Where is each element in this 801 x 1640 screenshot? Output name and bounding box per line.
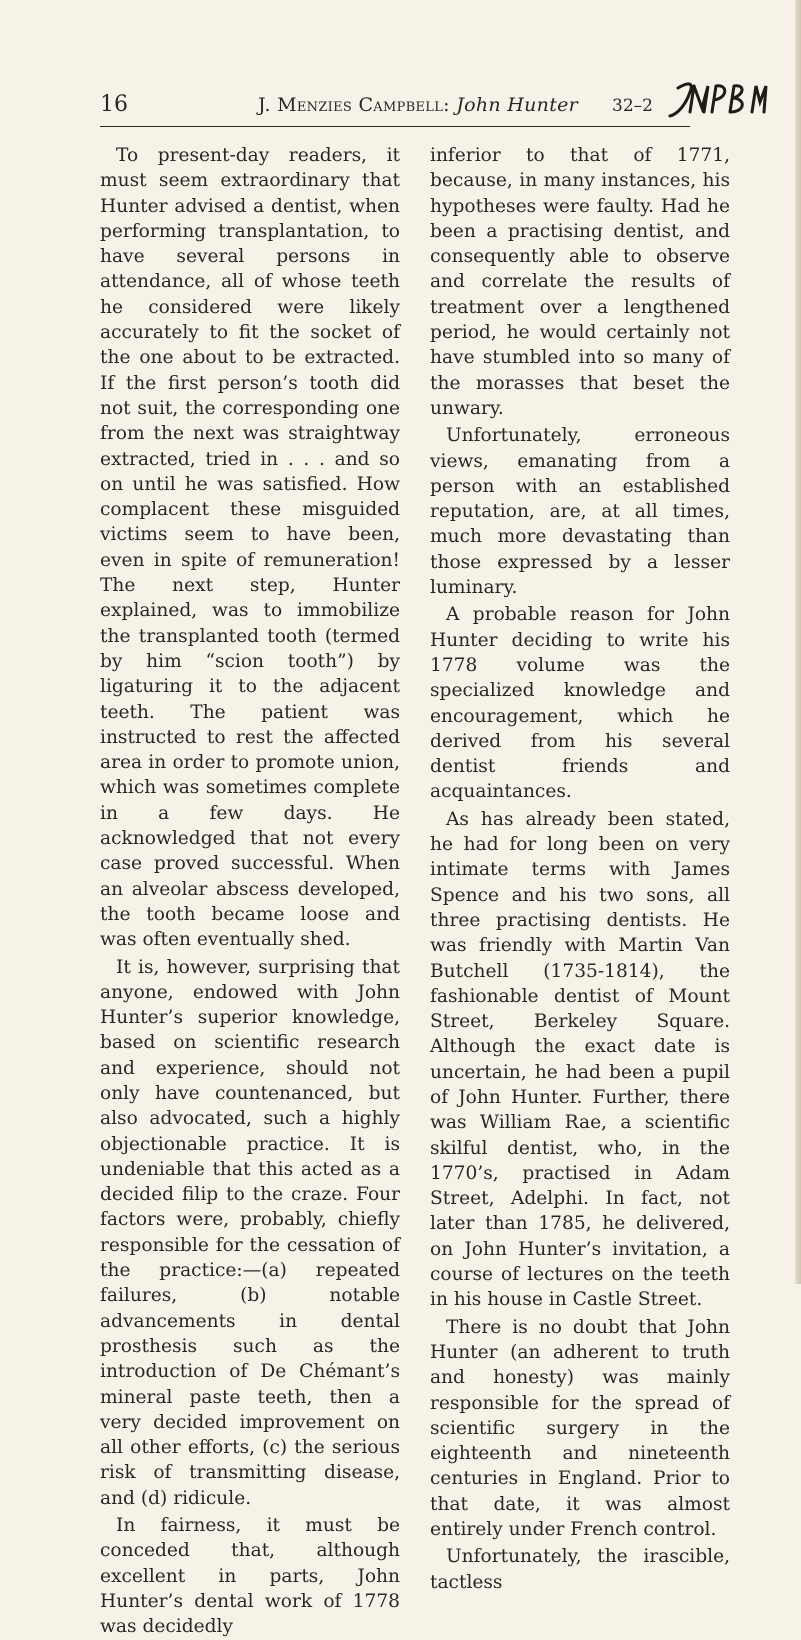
paragraph: It is, however, surprising that anyone, endowed with John Hunter’s superior knowledge, based on scientific research and experience, should not only have countenanced, but also advocated, such a highly objectionable practice. It is undeniable that this acted as a decided filip to the craze. Four factors were, probably, chiefly responsible for the cessation of the practice:—(a) repeated failures, (b) notable advancements in dental prosthesis such as the introduction of De Chémant’s mineral paste teeth, then a very decided improvement on all other efforts, (c) the serious risk of transmitting disease, and (d) ridicule. [100, 956, 400, 1509]
page-edge [795, 0, 801, 1284]
paragraph: Unfortunately, the irascible, tactless [430, 1546, 730, 1593]
catalog-number: 32–2 [612, 96, 653, 116]
right-column [430, 143, 730, 1595]
running-title [258, 94, 578, 116]
header-rule [100, 126, 690, 127]
page-number: 16 [100, 92, 128, 117]
library-monogram-stamp [664, 78, 774, 124]
paragraph: As has already been stated, he had for long been on very intimate terms with James Spence and his two sons, all three practising dentists. He was friendly with Martin Van Butchell (1735-1814), the fashionable dentist of Mount Street, Berkeley Square. Although the exact date is uncertain, he had been a pupil of John Hunter. Further, there was William Rae, a scientific skilful dentist, who, in the 1770’s, practised in Adam Street, Adelphi. In fact, not later than 1785, he delivered, on John Hunter’s invitation, a course of lectures on the teeth in his house in Castle Street. [430, 808, 730, 1311]
paragraph: There is no doubt that John Hunter (an adherent to truth and honesty) was mainly responsible for the spread of scientific surgery in the eighteenth and nineteenth centuries in England. Prior to that date, it was almost entirely under French control. [430, 1316, 730, 1541]
paragraph: A probable reason for John Hunter deciding to write his 1778 volume was the specialized knowledge and encouragement, which he derived from his several dentist friends and acquaintances. [430, 604, 730, 803]
left-column [100, 143, 400, 1640]
paragraph: Unfortunately, erroneous views, emanating from a person with an established reputation, are, at all times, much more devastating than those expressed by a lesser luminary. [430, 425, 730, 599]
paragraph: In fairness, it must be conceded that, although excellent in parts, John Hunter’s dental work of 1778 was decidedly [100, 1515, 400, 1638]
author-name: J. Menzies Campbell: [258, 94, 450, 116]
book-title: John Hunter [456, 94, 579, 116]
paragraph: To present-day readers, it must seem extraordinary that Hunter advised a dentist, when performing transplantation, to have several persons in attendance, all of whose teeth he considered were likely accurately to fit the socket of the one about to be extracted. If the first person’s tooth did not suit, the corresponding one from the next was straightway extracted, tried in . . . and so on until he was satisfied. How complacent these misguided victims seem to have been, even in spite of remuneration! The next step, Hunter explained, was to immobilize the transplanted tooth (termed by him “scion tooth”) by ligaturing it to the adjacent teeth. The patient was instructed to rest the affected area in order to promote union, which was sometimes complete in a few days. He acknowledged that not every case proved successful. When an alveolar abscess developed, the tooth became loose and was often eventually shed. [100, 145, 400, 951]
paragraph: inferior to that of 1771, because, in many instances, his hypotheses were faulty. Had he been a practising dentist, and consequently able to observe and correlate the results of treatment over a lengthened period, he would certainly not have stumbled into so many of the morasses that beset the unwary. [430, 145, 730, 419]
